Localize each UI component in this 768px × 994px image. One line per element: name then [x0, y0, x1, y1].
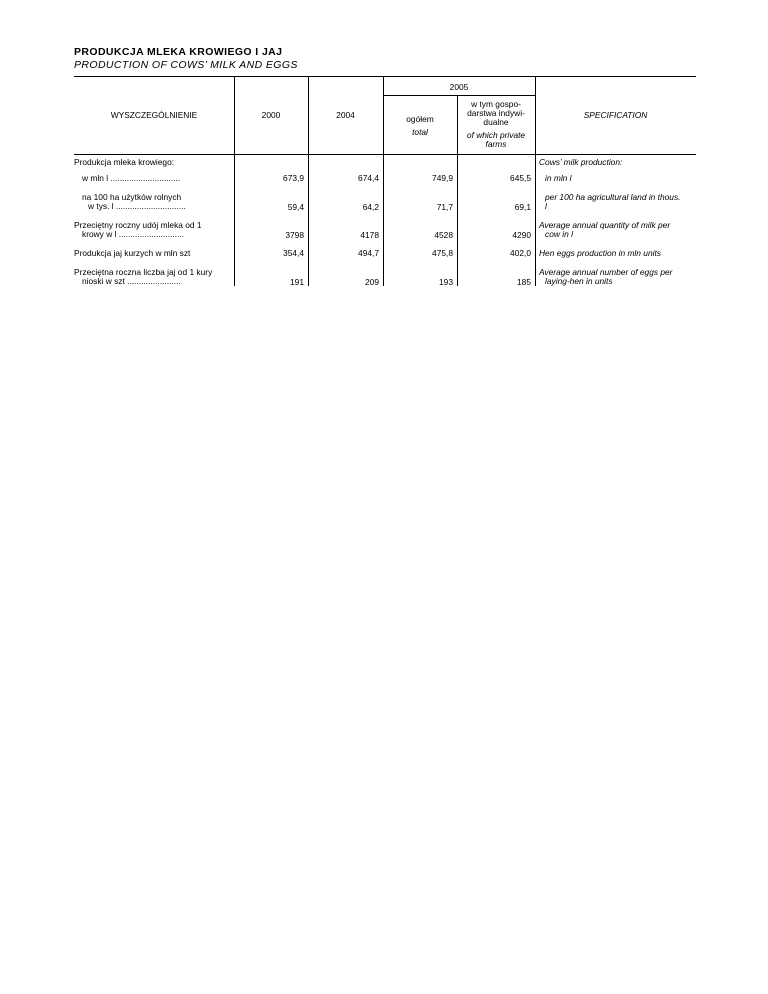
row-milk-yield-2000: 3798 [285, 230, 304, 240]
row-eggs-per-hen-2005-total: 193 [439, 277, 453, 287]
divider-5 [535, 76, 536, 286]
header-bottom-rule [74, 154, 696, 155]
milk-group-label-en: Cows’ milk production: [539, 157, 623, 167]
row-milk-yield-2005-private: 4290 [512, 230, 531, 240]
row-eggs-total-2000: 354,4 [283, 248, 304, 258]
header-private-en-1: of which private [466, 130, 526, 140]
row-eggs-per-hen-label-pl-2: nioski w szt ....................... [82, 276, 181, 286]
row-milk-per-ha-2005-private: 69,1 [514, 202, 531, 212]
row-eggs-total-2005-total: 475,8 [432, 248, 453, 258]
header-total-pl: ogółem [406, 114, 434, 124]
row-milk-per-ha-label-pl-2: w tys. l .............................. [88, 201, 186, 211]
row-milk-per-ha-label-en-1: per 100 ha agricultural land in thous. [545, 192, 681, 202]
header-year-2004: 2004 [336, 110, 355, 120]
row-eggs-per-hen-2000: 191 [290, 277, 304, 287]
row-milk-per-ha-label-en-2: l [545, 201, 547, 211]
row-eggs-per-hen-label-pl-1: Przeciętna roczna liczba jaj od 1 kury [74, 267, 213, 277]
table-top-rule [74, 76, 696, 77]
row-milk-total-2005-private: 645,5 [510, 173, 531, 183]
row-eggs-per-hen-label-en-2: laying-hen in units [545, 276, 613, 286]
row-milk-total-2005-total: 749,9 [432, 173, 453, 183]
row-milk-yield-label-en-2: cow in l [545, 229, 573, 239]
header-total-en: total [412, 127, 428, 137]
row-eggs-total-2004: 494,7 [358, 248, 379, 258]
row-milk-per-ha-label-pl-1: na 100 ha użytków rolnych [82, 192, 182, 202]
row-eggs-per-hen-2004: 209 [365, 277, 379, 287]
row-milk-total-2004: 674,4 [358, 173, 379, 183]
milk-group-label-pl: Produkcja mleka krowiego: [74, 157, 175, 167]
row-milk-total-label-en: in mln l [545, 173, 572, 183]
row-milk-yield-label-pl-2: krowy w l ............................ [82, 229, 184, 239]
header-private-pl-1: w tym gospo- [471, 99, 521, 109]
title-block [74, 46, 298, 72]
row-milk-per-ha-2000: 59,4 [287, 202, 304, 212]
row-eggs-total-2005-private: 402,0 [510, 248, 531, 258]
row-milk-total-2000: 673,9 [283, 173, 304, 183]
header-private-en-2: farms [485, 139, 507, 149]
row-eggs-per-hen-2005-private: 185 [517, 277, 531, 287]
year-2005-rule [383, 95, 535, 96]
row-eggs-total-label-pl: Produkcja jaj kurzych w mln szt [74, 248, 191, 258]
header-year-2000: 2000 [261, 110, 281, 120]
row-eggs-total-label-en: Hen eggs production in mln units [539, 248, 661, 258]
row-milk-yield-label-en-1: Average annual quantity of milk per [539, 220, 671, 230]
title-polish: PRODUKCJA MLEKA KROWIEGO I JAJ [74, 46, 283, 58]
header-specification-en: SPECIFICATION [583, 110, 648, 120]
row-milk-yield-2005-total: 4528 [434, 230, 453, 240]
title-english: PRODUCTION OF COWS’ MILK AND EGGS [74, 59, 298, 71]
row-milk-yield-2004: 4178 [360, 230, 379, 240]
header-specification-pl: WYSZCZEGÓLNIENIE [110, 110, 198, 120]
row-milk-total-label-pl: w mln l .............................. [82, 173, 181, 183]
row-milk-per-ha-2004: 64,2 [362, 202, 379, 212]
row-milk-yield-label-pl-1: Przeciętny roczny udój mleka od 1 [74, 220, 202, 230]
header-year-2005: 2005 [449, 82, 469, 92]
header-private-pl-3: dualne [483, 117, 509, 127]
row-eggs-per-hen-label-en-1: Average annual number of eggs per [539, 267, 673, 277]
header-private-pl-2: darstwa indywi- [467, 108, 525, 118]
row-milk-per-ha-2005-total: 71,7 [436, 202, 453, 212]
